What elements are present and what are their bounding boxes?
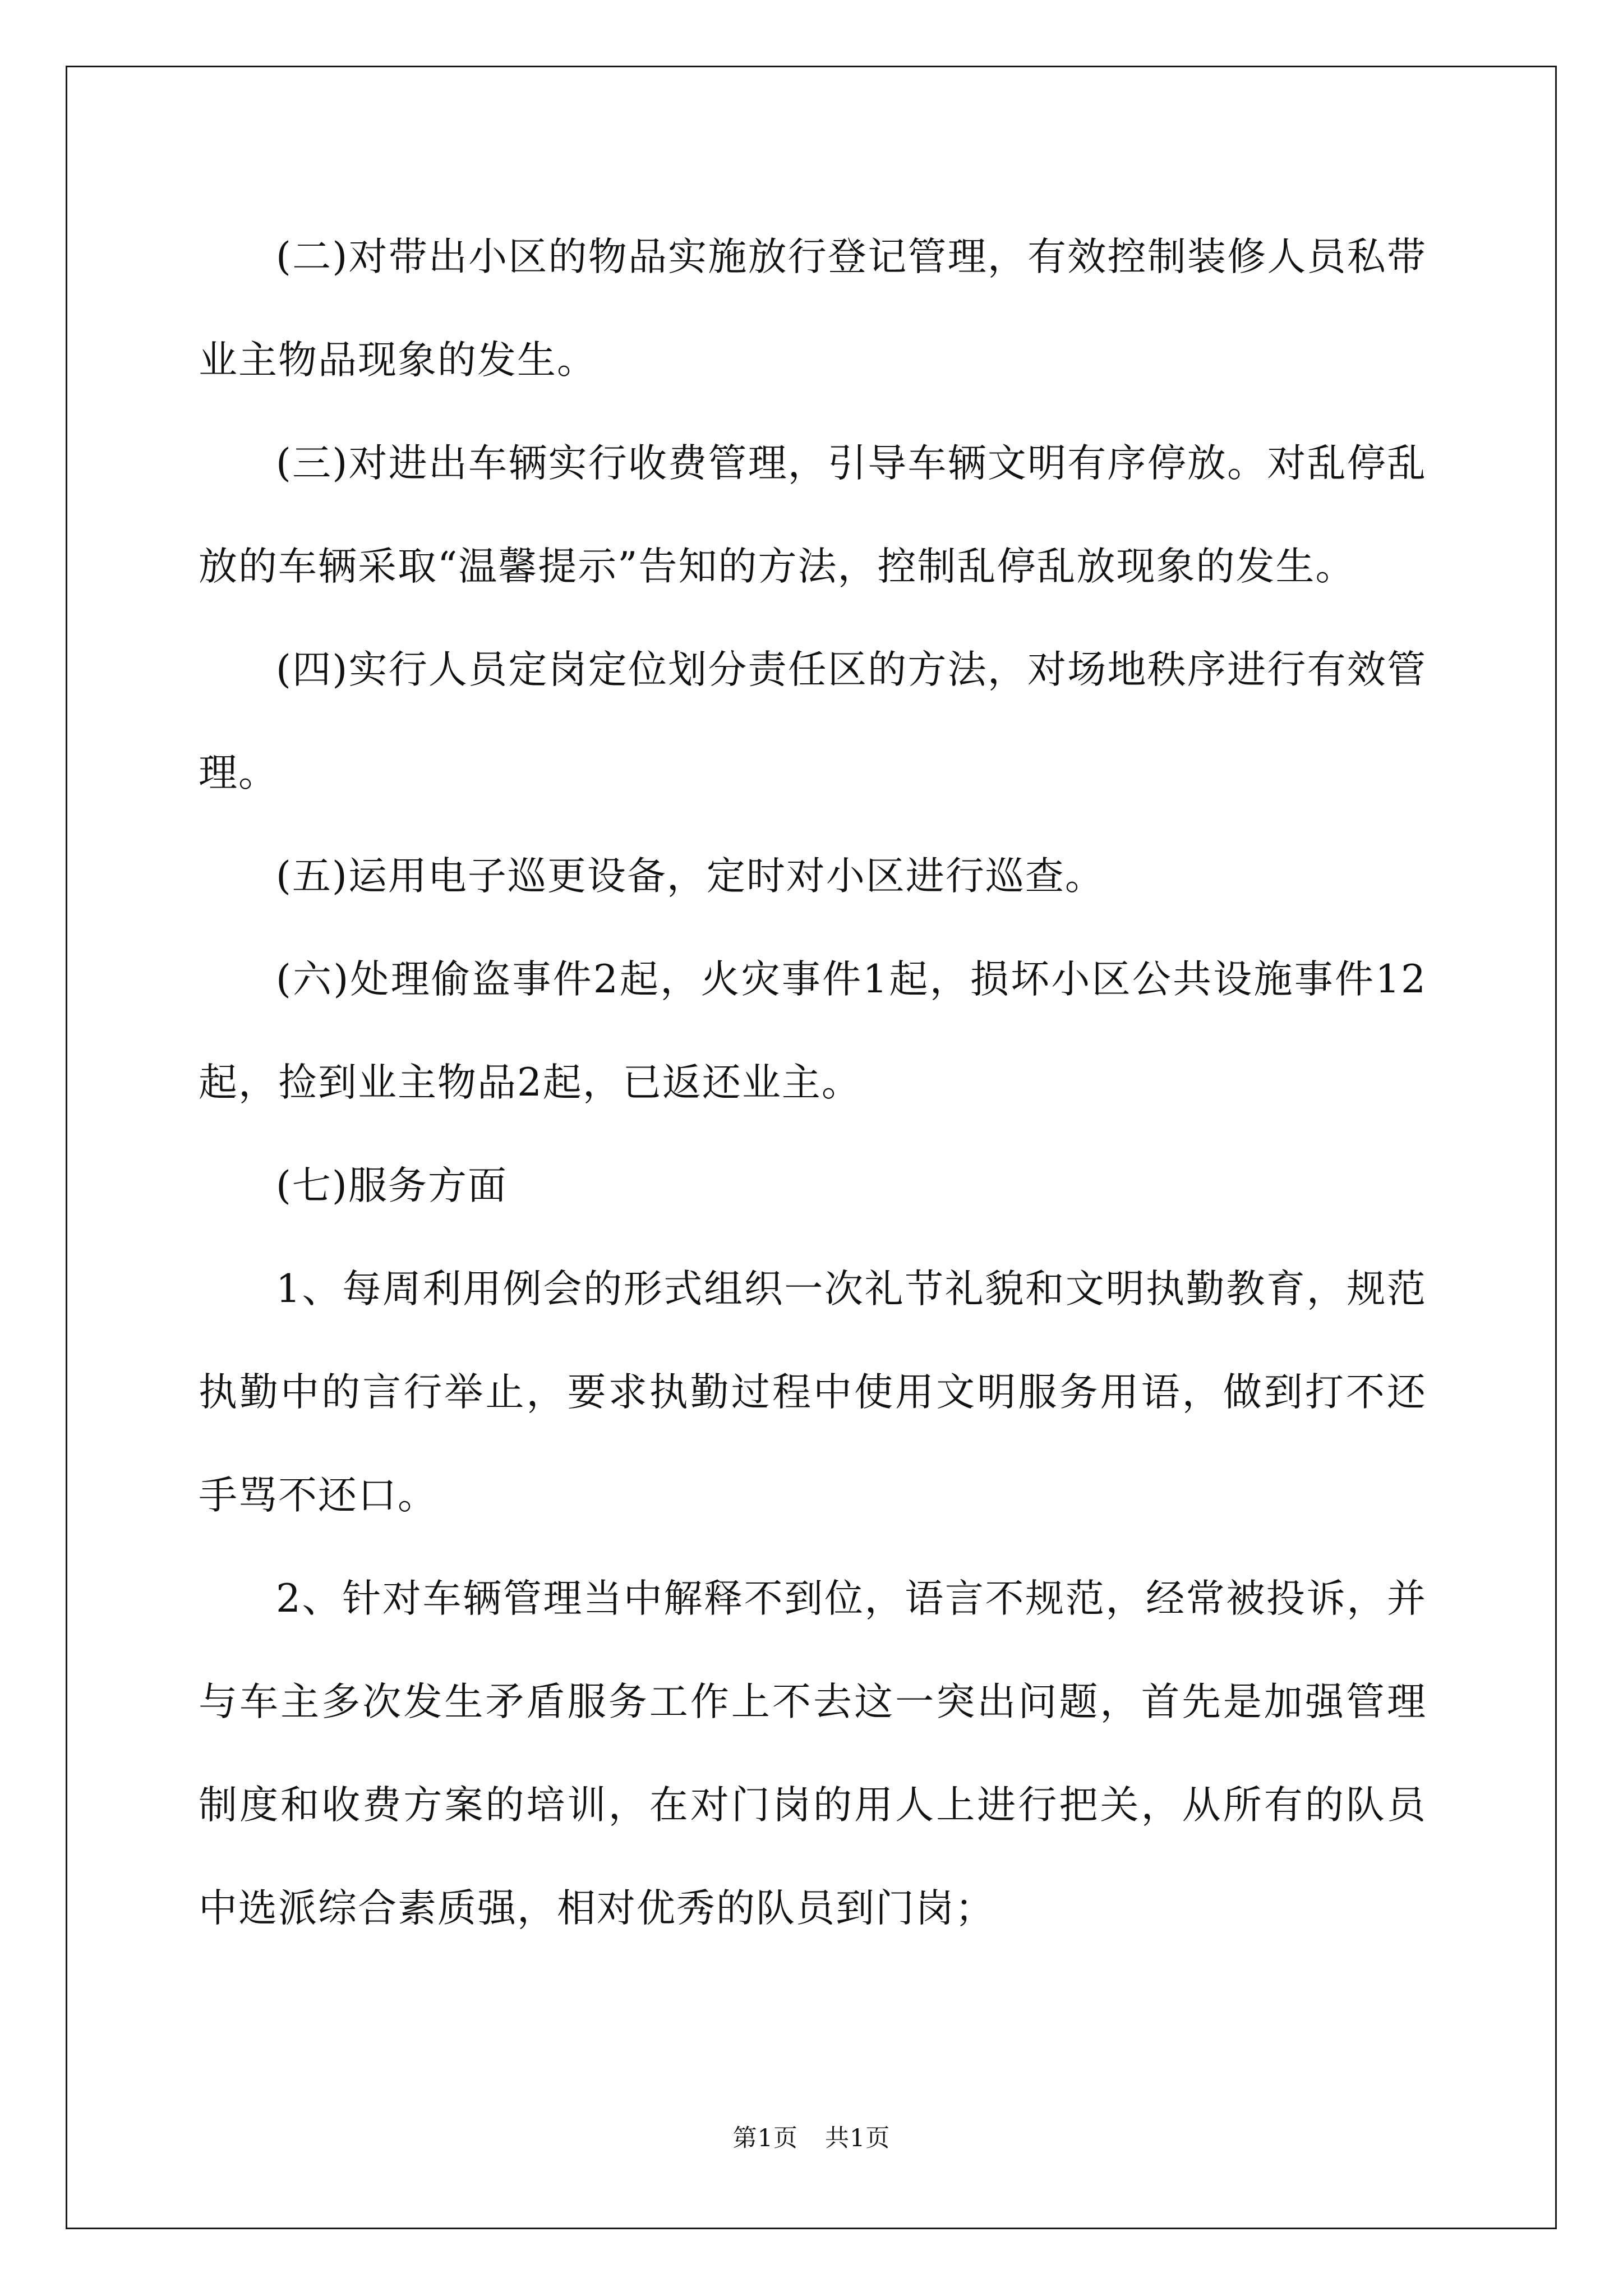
document-body xyxy=(199,205,1427,1960)
page-number-total: 共1页 xyxy=(825,2124,891,2152)
paragraph: (六)处理偷盗事件2起，火灾事件1起，损坏小区公共设施事件12起，捡到业主物品2起，已返还业主。 xyxy=(199,957,1427,1105)
paragraph: (二)对带出小区的物品实施放行登记管理，有效控制装修人员私带业主物品现象的发生。 xyxy=(199,234,1427,383)
page-footer xyxy=(0,2119,1623,2154)
paragraph: (五)运用电子巡更设备，定时对小区进行巡查。 xyxy=(276,854,1105,899)
paragraph: (四)实行人员定岗定位划分责任区的方法，对场地秩序进行有效管理。 xyxy=(199,647,1427,795)
page-number-current: 第1页 xyxy=(732,2124,798,2152)
paragraph: 2、针对车辆管理当中解释不到位，语言不规范，经常被投诉，并与车主多次发生矛盾服务工作上不去这一突出问题，首先是加强管理制度和收费方案的培训，在对门岗的用人上进行把关，从所有的队员中选派综合素质强，相对优秀的队员到门岗； xyxy=(199,1576,1427,1931)
paragraph: (三)对进出车辆实行收费管理，引导车辆文明有序停放。对乱停乱放的车辆采取“温馨提示”告知的方法，控制乱停乱放现象的发生。 xyxy=(199,441,1427,589)
paragraph: 1、每周利用例会的形式组织一次礼节礼貌和文明执勤教育，规范执勤中的言行举止，要求执勤过程中使用文明服务用语，做到打不还手骂不还口。 xyxy=(199,1267,1427,1518)
paragraph: (七)服务方面 xyxy=(276,1163,508,1208)
